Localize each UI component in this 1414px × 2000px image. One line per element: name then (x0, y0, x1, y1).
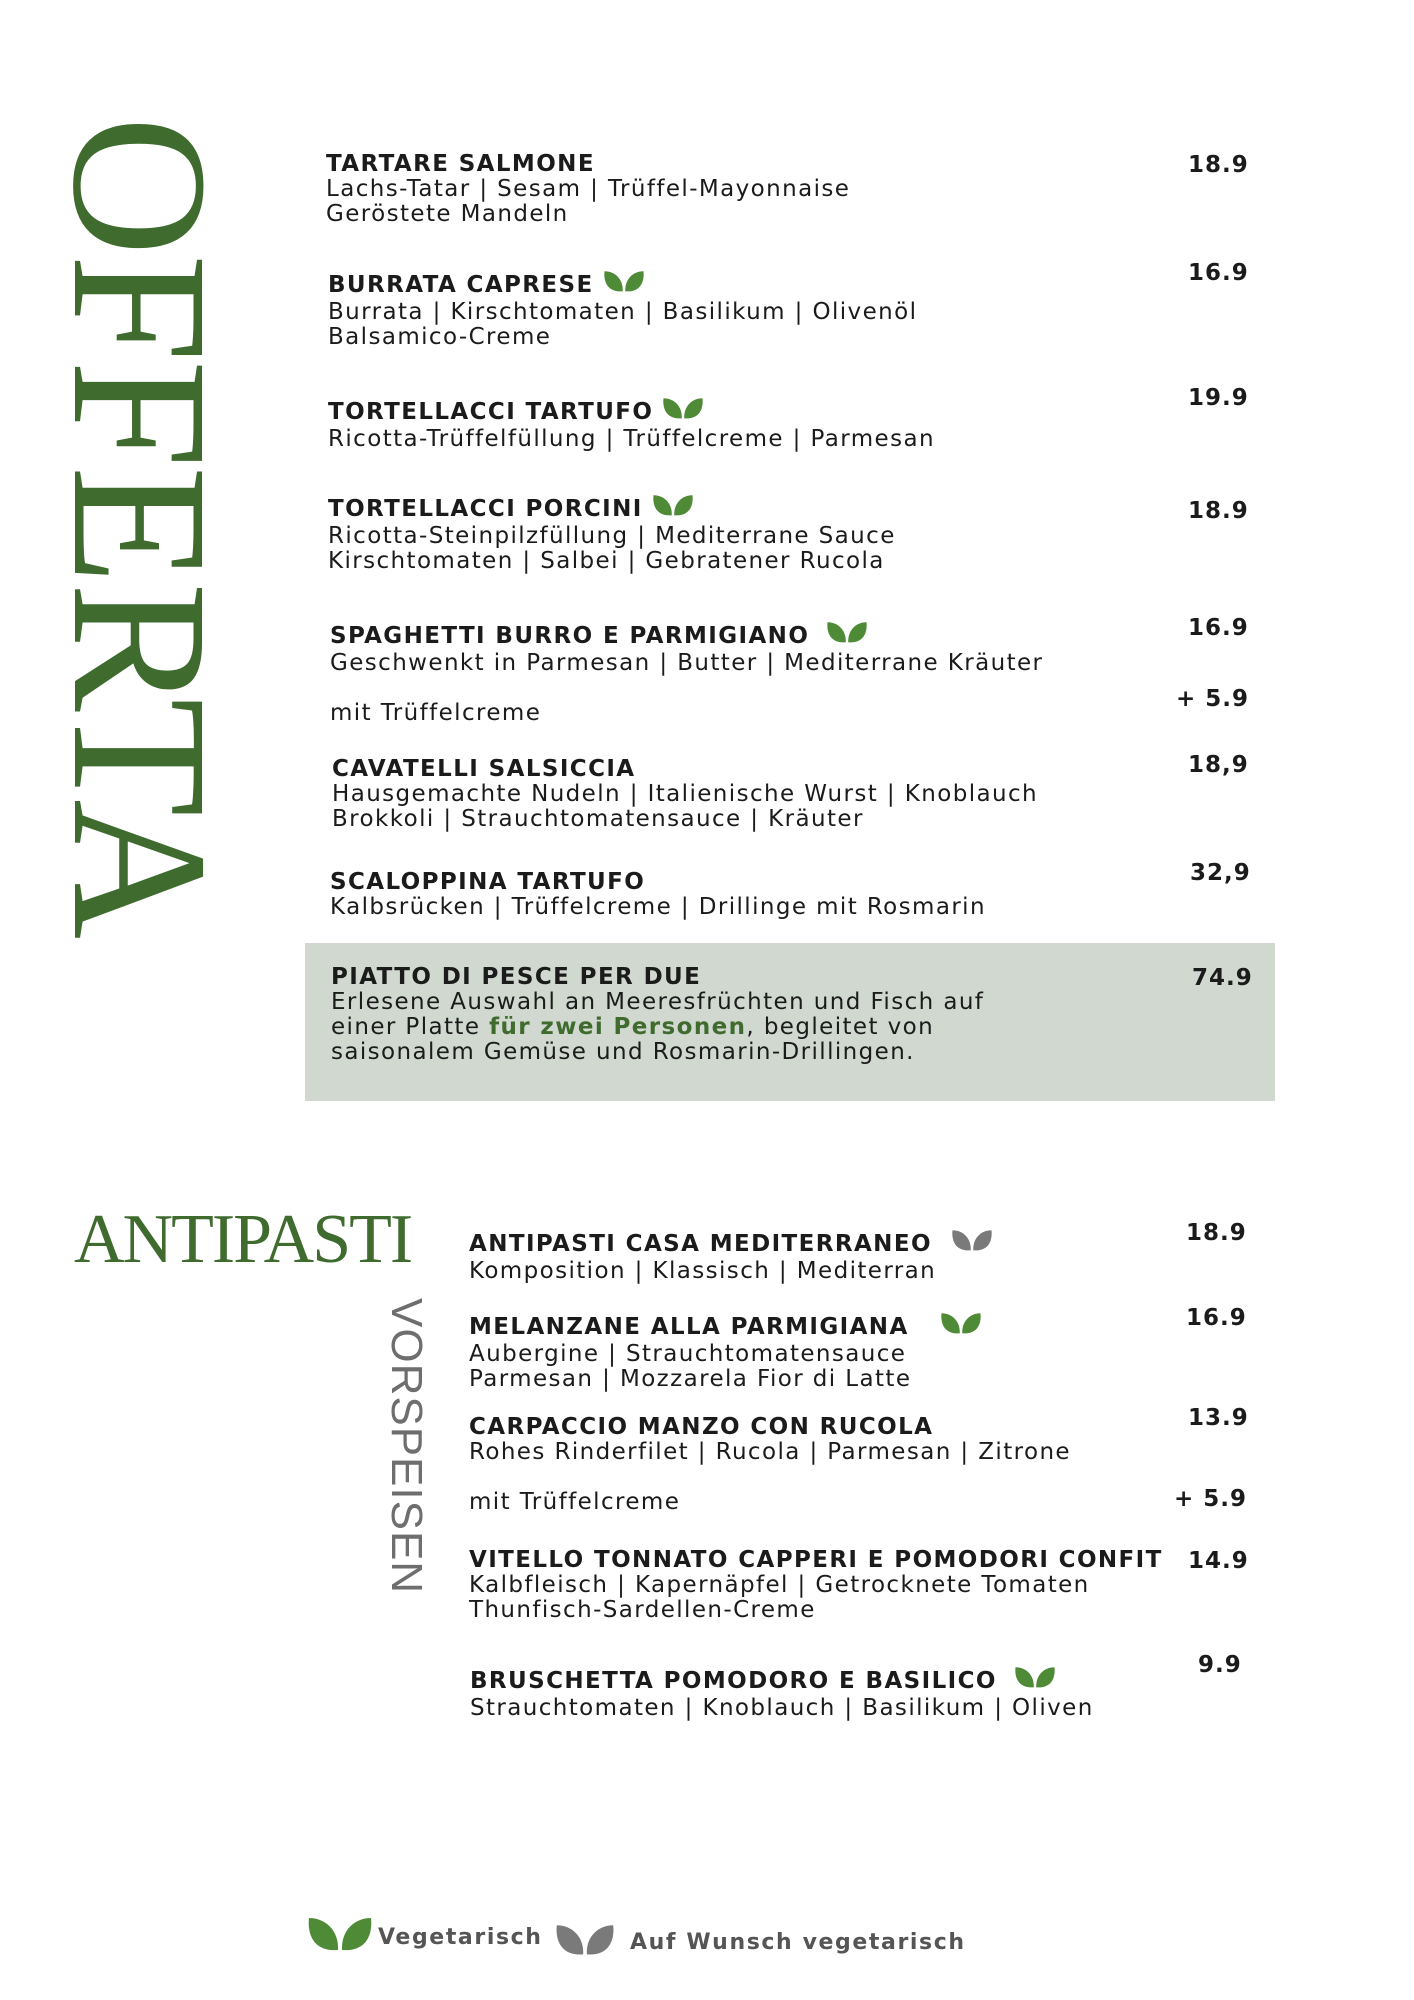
menu-item-description: Lachs-Tatar | Sesam | Trüffel-Mayonnaise (326, 176, 851, 202)
menu-item-name: TORTELLACCI PORCINI (328, 490, 1158, 524)
menu-item-description: Hausgemachte Nudeln | Italienische Wurst | Knoblauch (332, 781, 1038, 807)
menu-item-price: 32,9 (1190, 860, 1251, 886)
menu-item-description: Ricotta-Trüffelfüllung | Trüffelcreme | Parmesan (328, 426, 935, 452)
menu-item (332, 757, 1162, 832)
menu-item-description: Burrata | Kirschtomaten | Basilikum | Olivenöl (328, 299, 918, 325)
leaf-green-icon (661, 393, 705, 427)
menu-item-description: Aubergine | Strauchtomatensauce (469, 1341, 907, 1367)
menu-item (469, 1308, 1299, 1392)
leaf-grey-icon (950, 1225, 994, 1259)
menu-item-price: 19.9 (1188, 385, 1249, 411)
special-desc-3: saisonalem Gemüse und Rosmarin-Drillingen. (331, 1039, 915, 1065)
menu-item-extra: mit Trüffelcreme (330, 700, 542, 726)
menu-item-extra: mit Trüffelcreme (469, 1489, 681, 1515)
menu-item-description: Balsamico-Creme (328, 324, 552, 350)
menu-item (328, 393, 1158, 452)
menu-item-price: 14.9 (1188, 1548, 1249, 1574)
menu-item-name: MELANZANE ALLA PARMIGIANA (469, 1308, 1299, 1342)
menu-item (326, 152, 1156, 227)
leaf-green-icon (1013, 1662, 1057, 1696)
special-price: 74.9 (1192, 965, 1253, 991)
menu-item-name: TARTARE SALMONE (326, 151, 595, 177)
menu-item-price: 18.9 (1188, 152, 1249, 178)
menu-item-price: 16.9 (1188, 260, 1249, 286)
special-desc-2: einer Platte für zwei Personen, begleitet von (331, 1014, 935, 1040)
menu-item-price: 13.9 (1188, 1405, 1249, 1431)
leaf-green-icon (939, 1308, 983, 1342)
menu-item-extra-price: + 5.9 (1174, 1486, 1248, 1512)
menu-item-price: 18.9 (1186, 1220, 1247, 1246)
vorspeisen-subtitle: VORSPEISEN (382, 1298, 431, 1595)
menu-item (330, 870, 1160, 920)
menu-item-description: Rohes Rinderfilet | Rucola | Parmesan | Zitrone (469, 1439, 1071, 1465)
special-highlight-text: für zwei Personen (489, 1014, 747, 1040)
legend-on-request-label: Auf Wunsch vegetarisch (630, 1930, 966, 1955)
special-item (331, 965, 1161, 1065)
menu-item-description: Brokkoli | Strauchtomatensauce | Kräuter (332, 806, 864, 832)
menu-item-name: CARPACCIO MANZO CON RUCOLA (469, 1414, 934, 1440)
menu-item (330, 617, 1160, 726)
legend-vegetarian-label: Vegetarisch (378, 1925, 543, 1950)
menu-item-price: 18.9 (1188, 498, 1249, 524)
menu-item-price: 16.9 (1186, 1305, 1247, 1331)
legend-on-request-icon (553, 1918, 617, 1962)
menu-item-extra-price: + 5.9 (1176, 686, 1250, 712)
offerta-title: OFFERTA (33, 116, 248, 938)
menu-item-description: Strauchtomaten | Knoblauch | Basilikum | Oliven (470, 1695, 1094, 1721)
legend-vegetarian-icon (305, 1910, 375, 1958)
special-desc-1: Erlesene Auswahl an Meeresfrüchten und Fisch auf (331, 989, 985, 1015)
menu-item-description: Geschwenkt in Parmesan | Butter | Mediterrane Kräuter (330, 650, 1044, 676)
menu-item-description: Kalbfleisch | Kapernäpfel | Getrocknete Tomaten (469, 1572, 1090, 1598)
special-name: PIATTO DI PESCE PER DUE (331, 964, 702, 990)
menu-item-name: SPAGHETTI BURRO E PARMIGIANO (330, 617, 1160, 651)
menu-item-description: Kirschtomaten | Salbei | Gebratener Rucola (328, 548, 885, 574)
menu-item (470, 1662, 1300, 1721)
menu-item-description: Geröstete Mandeln (326, 201, 569, 227)
menu-item-price: 9.9 (1198, 1652, 1242, 1678)
menu-item-name: CAVATELLI SALSICCIA (332, 756, 636, 782)
menu-item-description: Komposition | Klassisch | Mediterran (469, 1258, 937, 1284)
menu-item-description: Parmesan | Mozzarela Fior di Latte (469, 1366, 912, 1392)
menu-item-description: Kalbsrücken | Trüffelcreme | Drillinge mit Rosmarin (330, 894, 986, 920)
menu-item-name: ANTIPASTI CASA MEDITERRANEO (469, 1225, 1299, 1259)
leaf-green-icon (825, 617, 869, 651)
menu-item-name: VITELLO TONNATO CAPPERI E POMODORI CONFIT (469, 1547, 1163, 1573)
antipasti-title: ANTIPASTI (74, 1201, 412, 1278)
leaf-green-icon (651, 490, 695, 524)
menu-item-name: TORTELLACCI TARTUFO (328, 393, 1158, 427)
menu-item (328, 266, 1158, 350)
menu-item-description: Ricotta-Steinpilzfüllung | Mediterrane Sauce (328, 523, 896, 549)
menu-item (469, 1225, 1299, 1284)
menu-item-description: Thunfisch-Sardellen-Creme (469, 1597, 816, 1623)
menu-item (469, 1548, 1299, 1623)
menu-item-name: SCALOPPINA TARTUFO (330, 869, 646, 895)
menu-item-name: BURRATA CAPRESE (328, 266, 1158, 300)
menu-item-name: BRUSCHETTA POMODORO E BASILICO (470, 1662, 1300, 1696)
menu-item-price: 16.9 (1188, 615, 1249, 641)
menu-item-price: 18,9 (1188, 752, 1249, 778)
leaf-green-icon (602, 266, 646, 300)
menu-item (328, 490, 1158, 574)
